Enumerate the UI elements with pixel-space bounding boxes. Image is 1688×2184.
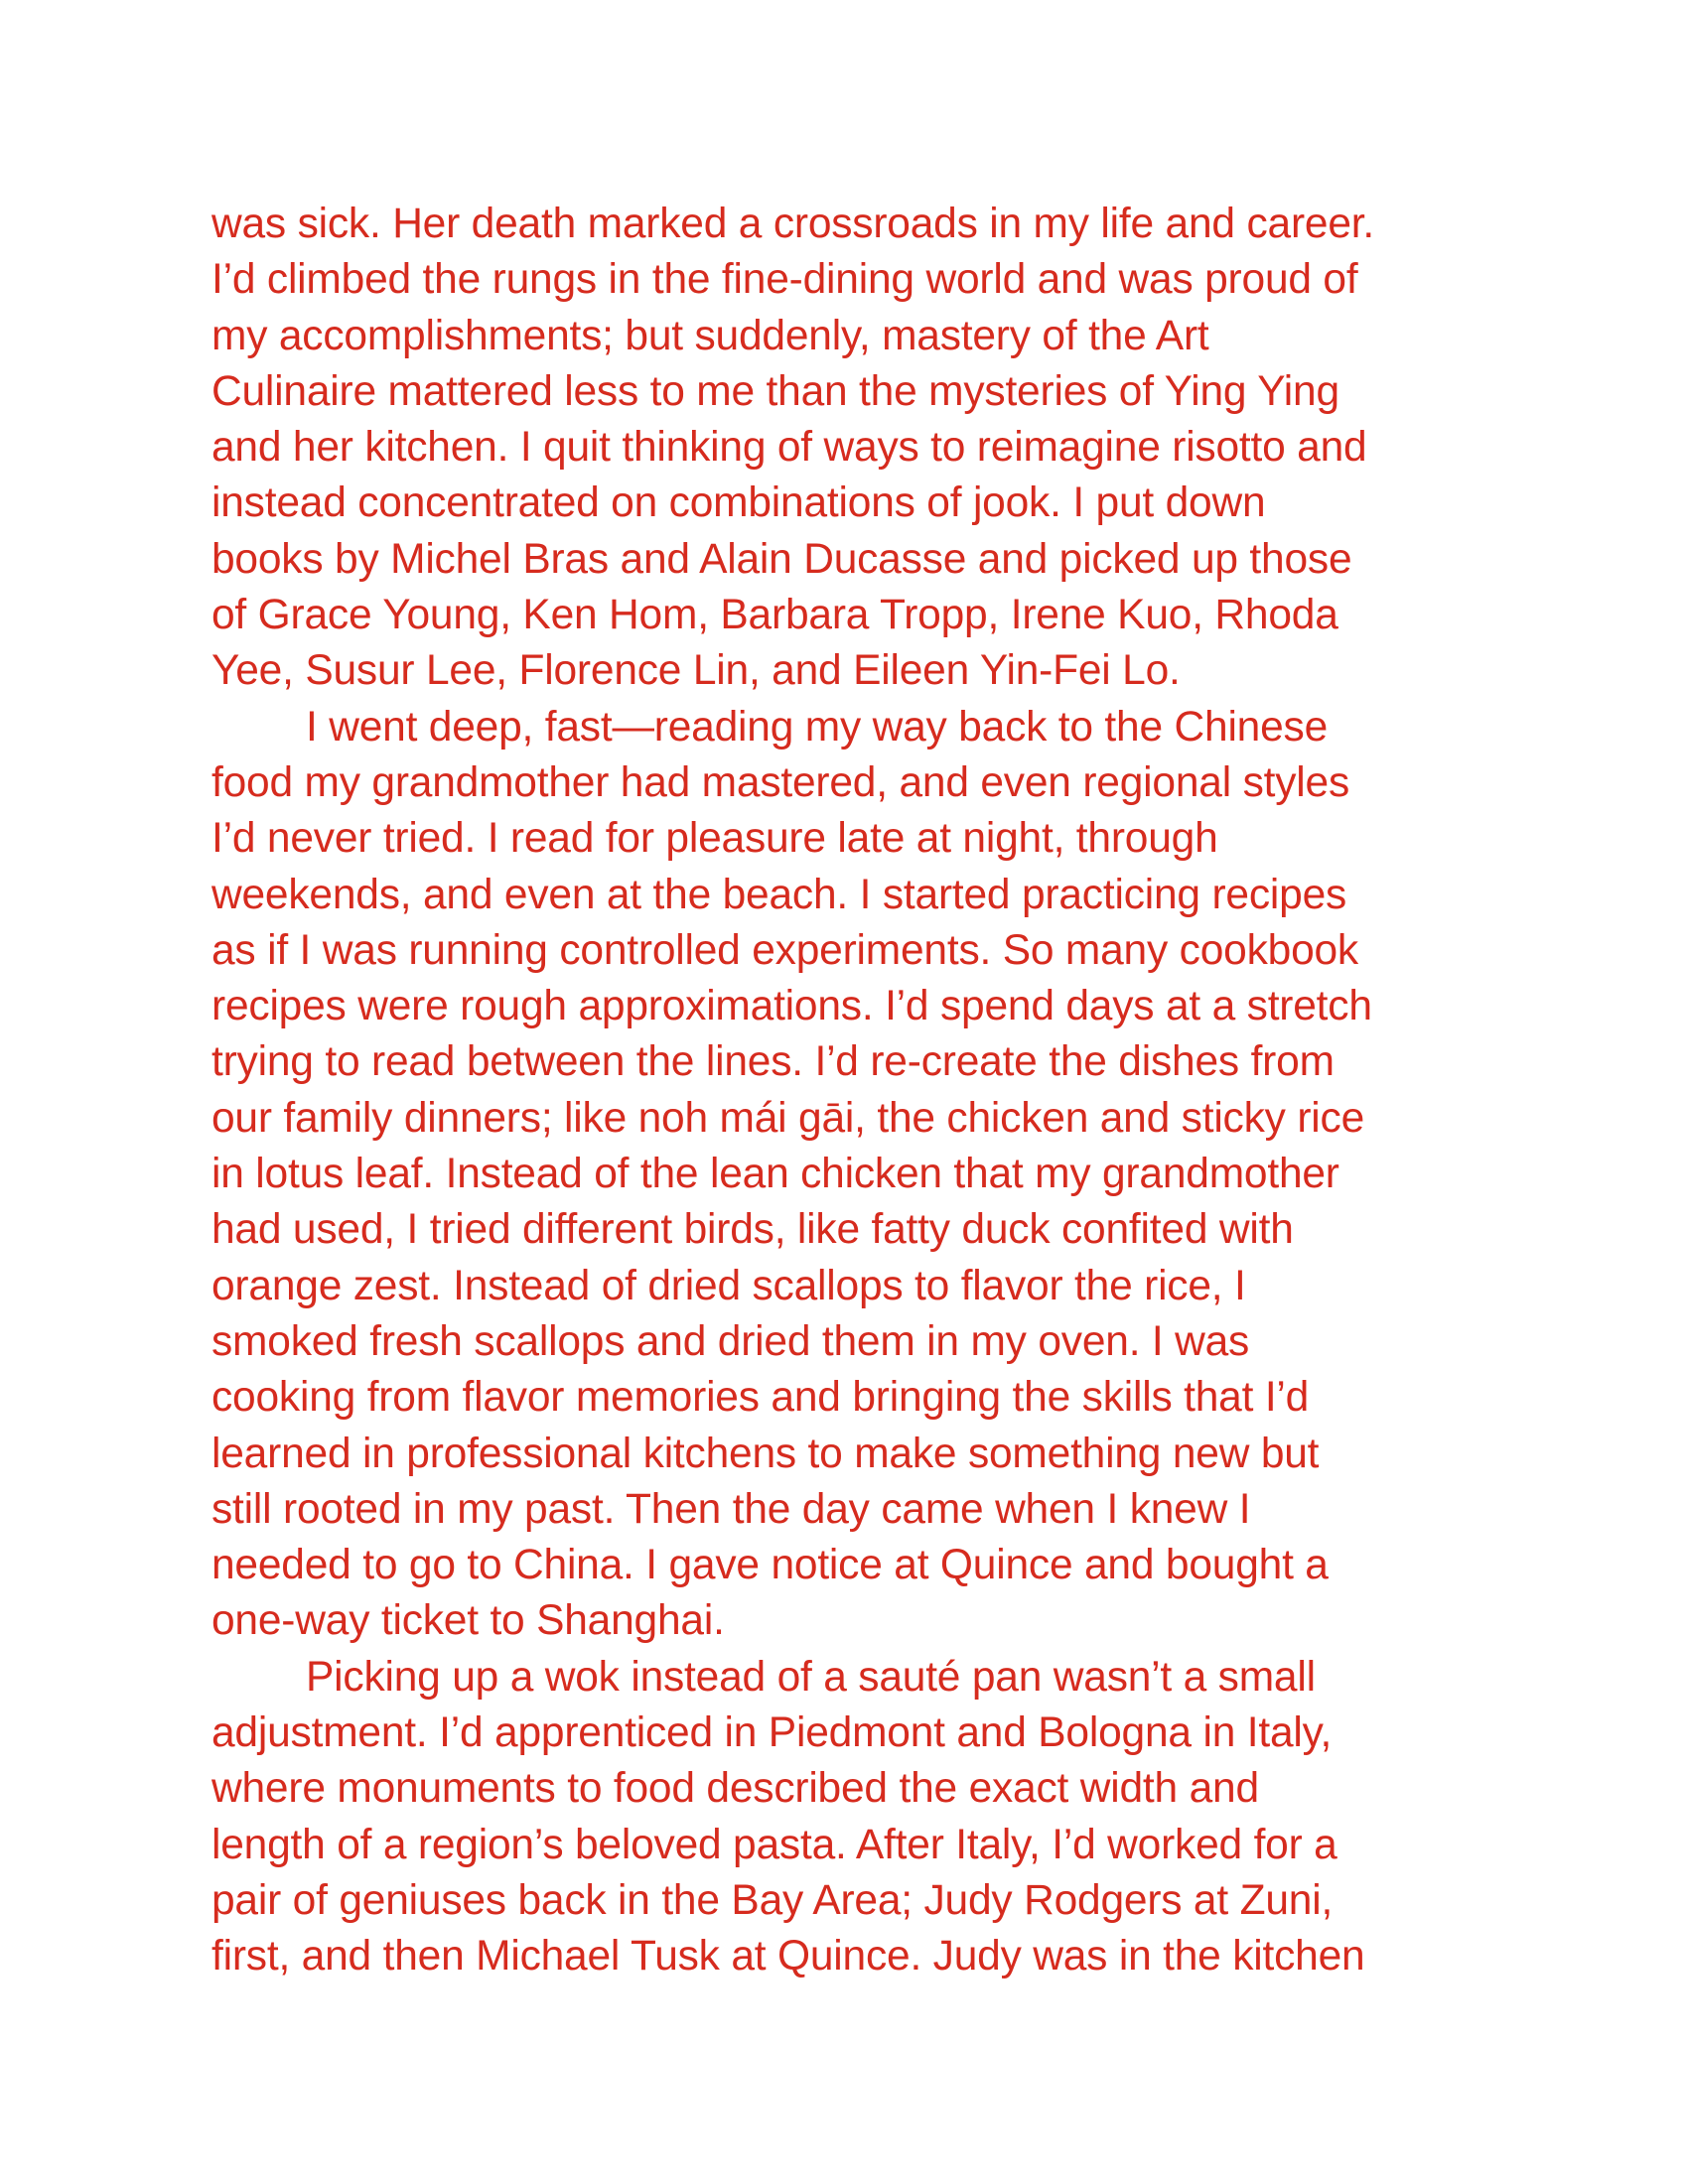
text-line: in lotus leaf. Instead of the lean chicken that my grandmother: [211, 1151, 1339, 1198]
text-line: Yee, Susur Lee, Florence Lin, and Eileen Yin-Fei Lo.: [211, 647, 1181, 695]
text-line: food my grandmother had mastered, and even regional styles: [211, 758, 1350, 806]
text-line: my accomplishments; but suddenly, mastery of the Art: [211, 312, 1209, 359]
body-text: [211, 197, 1502, 1985]
text-line: books by Michel Bras and Alain Ducasse and picked up those: [211, 535, 1352, 583]
text-line: trying to read between the lines. I’d re-create the dishes from: [211, 1038, 1335, 1086]
text-line: adjustment. I’d apprenticed in Piedmont and Bologna in Italy,: [211, 1709, 1333, 1757]
text-line: length of a region’s beloved pasta. After Italy, I’d worked for a: [211, 1821, 1337, 1868]
text-line: recipes were rough approximations. I’d spend days at a stretch: [211, 983, 1372, 1030]
text-line: I’d climbed the rungs in the fine-dining world and was proud of: [211, 256, 1358, 304]
text-line: weekends, and even at the beach. I started practicing recipes: [211, 871, 1347, 918]
text-line: where monuments to food described the exact width and: [211, 1765, 1259, 1813]
paragraph-first-line: I went deep, fast—reading my way back to the Chinese: [306, 703, 1329, 751]
text-line: as if I was running controlled experiments. So many cookbook: [211, 926, 1358, 974]
text-line: orange zest. Instead of dried scallops to flavor the rice, I: [211, 1262, 1246, 1309]
text-line: had used, I tried different birds, like fatty duck confited with: [211, 1206, 1294, 1254]
text-line: first, and then Michael Tusk at Quince. Judy was in the kitchen: [211, 1933, 1365, 1980]
text-line: our family dinners; like noh mái gāi, the chicken and sticky rice: [211, 1094, 1365, 1142]
text-line: of Grace Young, Ken Hom, Barbara Tropp, Irene Kuo, Rhoda: [211, 592, 1338, 639]
text-line: Culinaire mattered less to me than the mysteries of Ying Ying: [211, 367, 1339, 415]
text-line: pair of geniuses back in the Bay Area; Judy Rodgers at Zuni,: [211, 1876, 1334, 1924]
text-line: learned in professional kitchens to make something new but: [211, 1430, 1320, 1477]
text-line: instead concentrated on combinations of jook. I put down: [211, 479, 1266, 527]
text-line: and her kitchen. I quit thinking of ways to reimagine risotto and: [211, 424, 1367, 472]
text-line: smoked fresh scallops and dried them in my oven. I was: [211, 1317, 1250, 1365]
text-line: still rooted in my past. Then the day came when I knew I: [211, 1485, 1251, 1533]
text-line: was sick. Her death marked a crossroads in my life and career.: [211, 201, 1375, 247]
text-line: one-way ticket to Shanghai.: [211, 1597, 725, 1645]
text-line: needed to go to China. I gave notice at Quince and bought a: [211, 1542, 1329, 1589]
text-line: cooking from flavor memories and bringing the skills that I’d: [211, 1374, 1310, 1422]
paragraph-first-line: Picking up a wok instead of a sauté pan wasn’t a small: [306, 1653, 1316, 1701]
text-line: I’d never tried. I read for pleasure late at night, through: [211, 815, 1218, 863]
